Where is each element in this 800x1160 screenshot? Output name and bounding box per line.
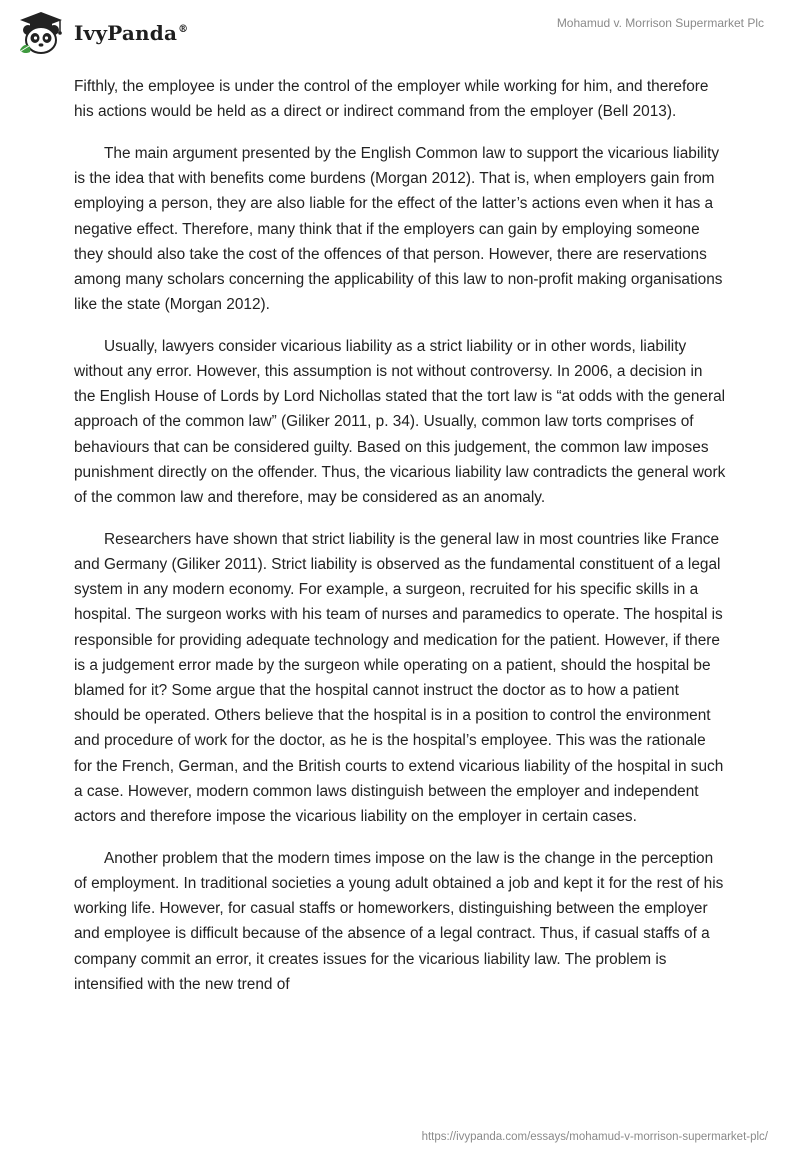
panda-graduation-cap-icon — [16, 10, 66, 56]
paragraph-1: Fifthly, the employee is under the control of the employer while working for him, and therefore his actions would be held as a direct or indirect command from the employer (Bell 2013). — [74, 78, 709, 121]
page-header — [0, 0, 800, 64]
paragraph-2: The main argument presented by the English Common law to support the vicarious liability is the idea that with benefits come burdens (Morgan 2012). That is, when employers gain from employing a person, they are also liable for the effect of the latter’s actions even when it has a negative effect. Therefore, many think that if the employers can gain by employing someone they should also take the cost of the offences of that person. However, there are reservations among many scholars concerning the applicability of this law to non-profit making organisations like the state (Morgan 2012). — [74, 144, 723, 314]
brand-logo[interactable] — [16, 10, 188, 56]
document-title: Mohamud v. Morrison Supermarket Plc — [556, 16, 764, 30]
paragraph-4: Researchers have shown that strict liability is the general law in most countries like France and Germany (Giliker 2011). Strict liability is observed as the fundamental constituent of a legal system in any modern economy. For example, a surgeon, recruited for his specific skills in a hospital. The surgeon works with his team of nurses and paramedics to operate. The hospital is responsible for providing adequate technology and medication for the patient. However, if there is a judgement error made by the surgeon while operating on a patient, should the hospital be blamed for it? Some argue that the hospital cannot instruct the doctor as to how a patient should be operated. Others believe that the hospital is in a position to control the environment and procedure of work for the doctor, as he is the hospital’s employee. This was the rationale for the French, German, and the British courts to extend vicarious liability of the hospital in such a case. However, modern common laws distinguish between the employer and independent actors and therefore impose the vicarious liability on the employer in certain cases. — [74, 530, 724, 825]
paragraph-3: Usually, lawyers consider vicarious liability as a strict liability or in other words, liability without any error. However, this assumption is not without controversy. In 2006, a decision in the English House of Lords by Lord Nichollas stated that the tort law is “at odds with the general approach of the common law” (Giliker 2011, p. 34). Usually, common law torts comprises of behaviours that can be considered guilty. Based on this judgement, the common law imposes punishment directly on the offender. Thus, the vicarious liability law contradicts the general work of the common law and therefore, may be considered as an anomaly. — [74, 337, 726, 507]
brand-name: IvyPanda® — [74, 21, 189, 45]
paragraph-5: Another problem that the modern times impose on the law is the change in the perception of employment. In traditional societies a young adult obtained a job and kept it for the rest of his working life. However, for casual staffs or homeworkers, distinguishing between the employer and employee is difficult because of the absence of a legal contract. Thus, if casual staffs of a company commit an error, it creates issues for the vicarious liability law. The problem is intensified with the new trend of — [74, 849, 724, 993]
footer-source-link[interactable]: https://ivypanda.com/essays/mohamud-v-morrison-supermarket-plc/ — [421, 1131, 768, 1143]
essay-body — [74, 74, 726, 1013]
